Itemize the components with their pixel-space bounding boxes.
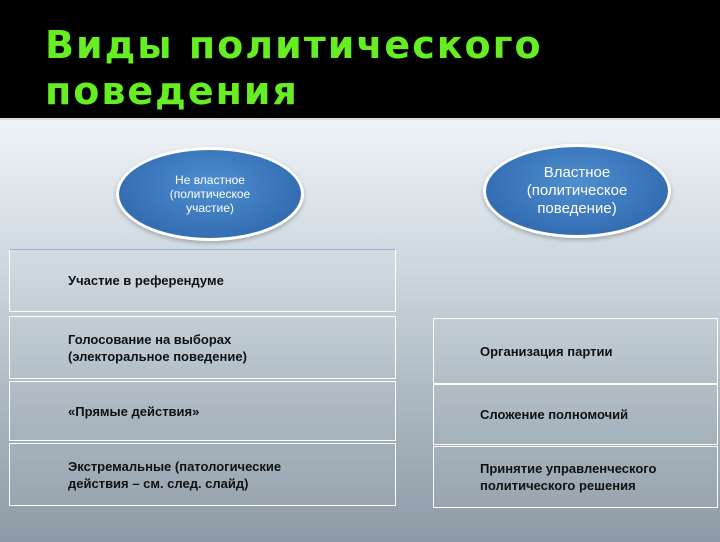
left-item-label: Экстремальные (патологические действия – см. след. слайд) xyxy=(68,458,282,491)
title-line-1: Виды политического xyxy=(45,23,543,67)
left-item-box xyxy=(9,316,396,379)
right-item-box xyxy=(433,318,718,384)
left-item-label: Голосование на выборах (электоральное поведение) xyxy=(68,331,247,364)
right-item-label: Принятие управленческого политического решения xyxy=(480,461,657,493)
non-power-category-ellipse xyxy=(116,147,304,241)
left-item-box xyxy=(9,443,396,506)
slide-title xyxy=(45,22,685,114)
right-item-box xyxy=(433,446,718,508)
left-item-box xyxy=(9,249,396,312)
power-category-label: Властное (политическое поведение) xyxy=(526,164,628,217)
right-item-label: Организация партии xyxy=(480,343,613,359)
title-line-2: поведения xyxy=(45,69,299,113)
right-item-box xyxy=(433,384,718,445)
power-category-ellipse xyxy=(483,144,671,238)
left-item-box xyxy=(9,381,396,441)
left-item-label: Участие в референдуме xyxy=(68,273,224,288)
right-item-label: Сложение полномочий xyxy=(480,407,629,422)
non-power-category-label: Не властное (политическое участие) xyxy=(169,173,251,215)
left-item-label: «Прямые действия» xyxy=(68,403,200,419)
